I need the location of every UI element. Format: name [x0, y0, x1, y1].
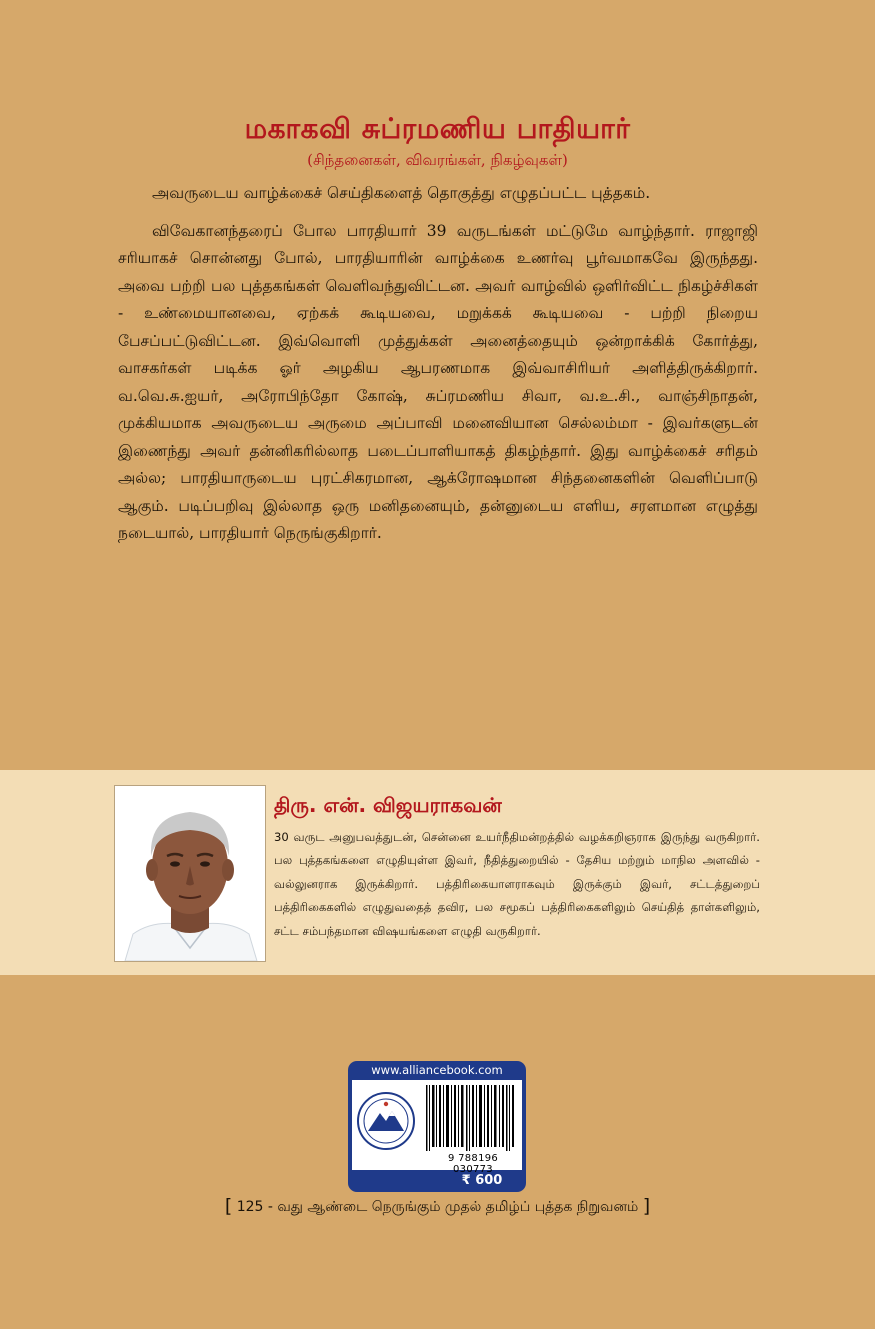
author-bio: 30 வருட அனுபவத்துடன், சென்னை உயர்நீதிமன்றத்தில் வழக்கறிஞராக இருந்து வருகிறார். பல புத்தகங்களை எழுதியுள்ள இவர், நீதித்துறையில் - தேசிய மற்றும் மாநில அளவில் - வல்லுனராக இருக்கிறார். பத்திரிகையாளராகவும் இருக்கும் இவர், சட்டத்துறைப் பத்திரிகைகளில் எழுதுவதைத் தவிர, பல சமூகப் பத்திரிகைகளிலும் செய்தித் தாள்களிலும், சட்ட சம்பந்தமான விஷயங்களை எழுதி வருகிறார். [274, 830, 760, 938]
publisher-logo-icon [356, 1091, 416, 1151]
blurb-paragraph-2: விவேகானந்தரைப் போல பாரதியார் 39 வருடங்கள் மட்டுமே வாழ்ந்தார். ராஜாஜி சரியாகச் சொன்னது போல், பாரதியாரின் வாழ்க்கை உணர்வு பூர்வமாகவே இருந்தது. அவை பற்றி பல புத்தகங்கள் வெளிவந்துவிட்டன. அவர் வாழ்வில் ஒளிர்விட்ட நிகழ்ச்சிகள் - உண்மையானவை, ஏற்கக் கூடியவை, மறுக்கக் கூடியவை - பற்றி நிறைய பேசப்பட்டுவிட்டன. இவ்வொளி முத்துக்கள் அனைத்தையும் ஒன்றாக்கிக் கோர்த்து, வாசகர்கள் படிக்க ஓர் அழகிய ஆபரணமாக இவ்வாசிரியர் அளித்திருக்கிறார். வ.வெ.சு.ஐயர், அரோபிந்தோ கோஷ், சுப்ரமணிய சிவா, வ.உ.சி., வாஞ்சிநாதன், முக்கியமாக அவருடைய அருமை அப்பாவி மனைவியான செல்லம்மா - இவர்களுடன் இணைந்து அவர் தன்னிகரில்லாத படைப்பாளியாகத் திகழ்ந்தார். இது வாழ்க்கைச் சரிதம் அல்ல; பாரதியாருடைய புரட்சிகரமான, ஆக்ரோஷமான சிந்தனைகளின் வெளிப்பாடு ஆகும். படிப்பறிவு இல்லாத ஒரு மனிதனையும், தன்னுடைய எளிய, சரளமான எழுத்து நடையால், பாரதியார் நெருங்குகிறார். [118, 221, 758, 542]
bracket-right: ] [642, 1195, 651, 1217]
author-photo [114, 785, 266, 962]
blurb-paragraph-1: அவருடைய வாழ்க்கைச் செய்திகளைத் தொகுத்து எழுதப்பட்ட புத்தகம். [152, 184, 651, 202]
publisher-tagline [0, 1195, 875, 1217]
book-title: மகாகவி சுப்ரமணிய பாதியார் [244, 112, 631, 145]
isbn-number: 9 788196 030773 [447, 1153, 499, 1175]
publisher-url[interactable]: www.alliancebook.com [371, 1063, 503, 1077]
publisher-badge [348, 1061, 526, 1192]
author-name: திரு. என். விஜயராகவன் [274, 793, 502, 817]
book-blurb [118, 180, 758, 558]
bracket-left: [ [224, 1195, 233, 1217]
book-subtitle: (சிந்தனைகள், விவரங்கள், நிகழ்வுகள்) [307, 151, 568, 169]
tagline-text: 125 - வது ஆண்டை நெருங்கும் முதல் தமிழ்ப் புத்தக நிறுவனம் [236, 1199, 639, 1215]
price-label: ₹ 600 [461, 1173, 503, 1188]
